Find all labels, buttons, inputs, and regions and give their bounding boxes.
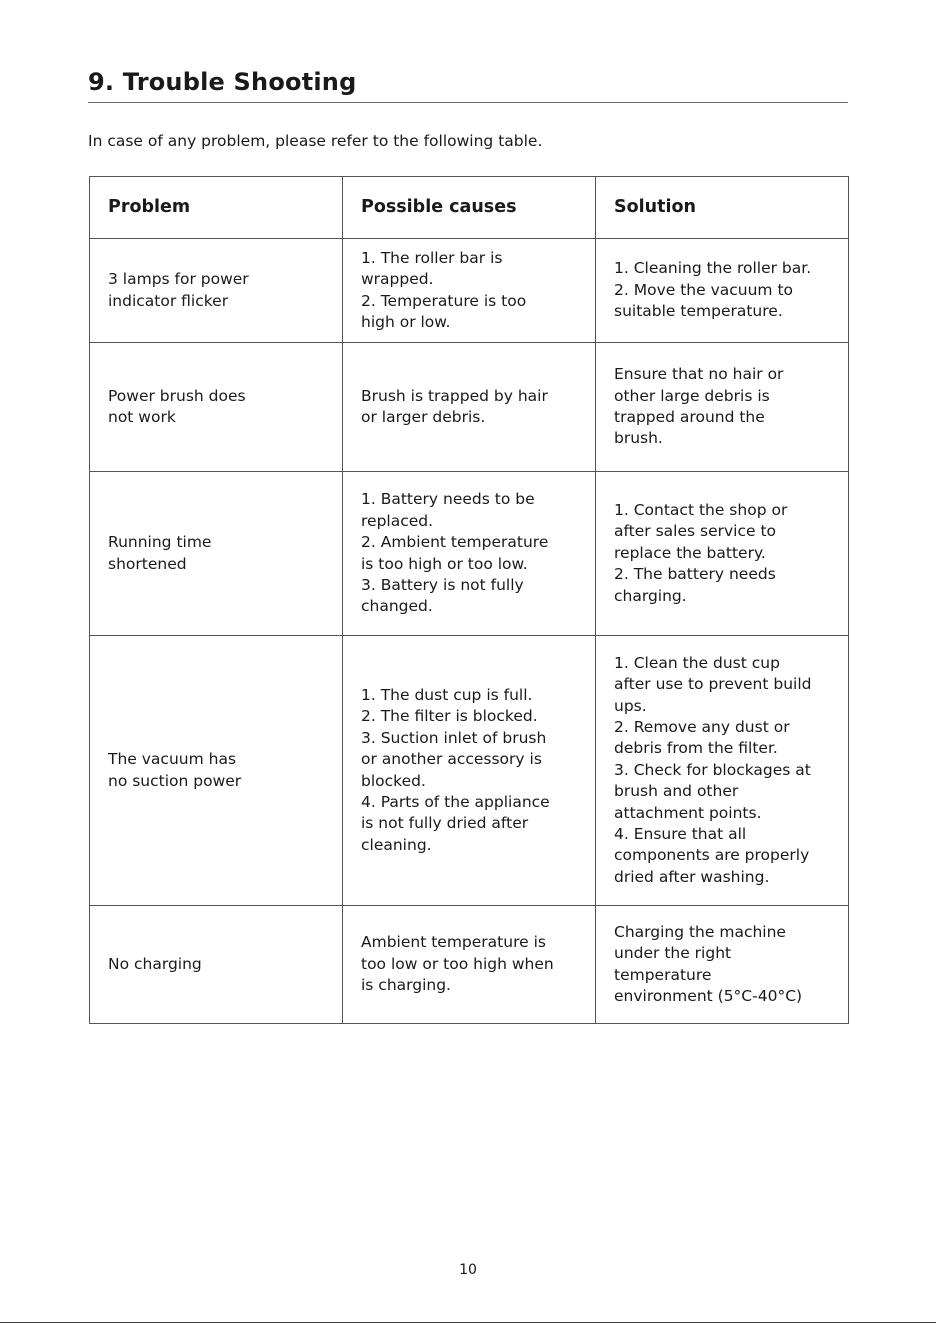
page-number: 10 bbox=[459, 1262, 477, 1278]
header-problem: Problem bbox=[90, 177, 343, 239]
solution-cell: 1. Contact the shop or after sales service to replace the battery. 2. The battery needs charging. bbox=[596, 472, 849, 636]
header-solution: Solution bbox=[596, 177, 849, 239]
problem-cell: 3 lamps for power indicator flicker bbox=[90, 239, 343, 343]
causes-cell: Ambient temperature is too low or too high when is charging. bbox=[343, 906, 596, 1024]
page-bottom-rule bbox=[0, 1322, 936, 1323]
table-row bbox=[90, 343, 849, 472]
solution-cell: Ensure that no hair or other large debris is trapped around the brush. bbox=[596, 343, 849, 472]
intro-text: In case of any problem, please refer to the following table. bbox=[88, 132, 543, 150]
causes-cell: Brush is trapped by hair or larger debris. bbox=[343, 343, 596, 472]
causes-cell: 1. The roller bar is wrapped. 2. Temperature is too high or low. bbox=[343, 239, 596, 343]
problem-cell: Running time shortened bbox=[90, 472, 343, 636]
page-title: 9. Trouble Shooting bbox=[88, 68, 357, 96]
problem-cell: Power brush does not work bbox=[90, 343, 343, 472]
header-possible-causes: Possible causes bbox=[343, 177, 596, 239]
causes-cell: 1. The dust cup is full. 2. The filter is blocked. 3. Suction inlet of brush or another accessory is blocked. 4. Parts of the appliance is not fully dried after cleaning. bbox=[343, 636, 596, 906]
causes-cell: 1. Battery needs to be replaced. 2. Ambient temperature is too high or too low. 3. Battery is not fully changed. bbox=[343, 472, 596, 636]
solution-cell: 1. Cleaning the roller bar. 2. Move the vacuum to suitable temperature. bbox=[596, 239, 849, 343]
solution-cell: Charging the machine under the right temperature environment (5°C-40°C) bbox=[596, 906, 849, 1024]
table-row bbox=[90, 636, 849, 906]
troubleshooting-table bbox=[89, 176, 849, 1024]
problem-cell: The vacuum has no suction power bbox=[90, 636, 343, 906]
title-underline bbox=[88, 102, 848, 103]
table-row bbox=[90, 472, 849, 636]
table-row bbox=[90, 239, 849, 343]
solution-cell: 1. Clean the dust cup after use to prevent build ups. 2. Remove any dust or debris from the filter. 3. Check for blockages at brush and other attachment points. 4. Ensure that all components are properly dried after washing. bbox=[596, 636, 849, 906]
table-header-row bbox=[90, 177, 849, 239]
table-row bbox=[90, 906, 849, 1024]
problem-cell: No charging bbox=[90, 906, 343, 1024]
